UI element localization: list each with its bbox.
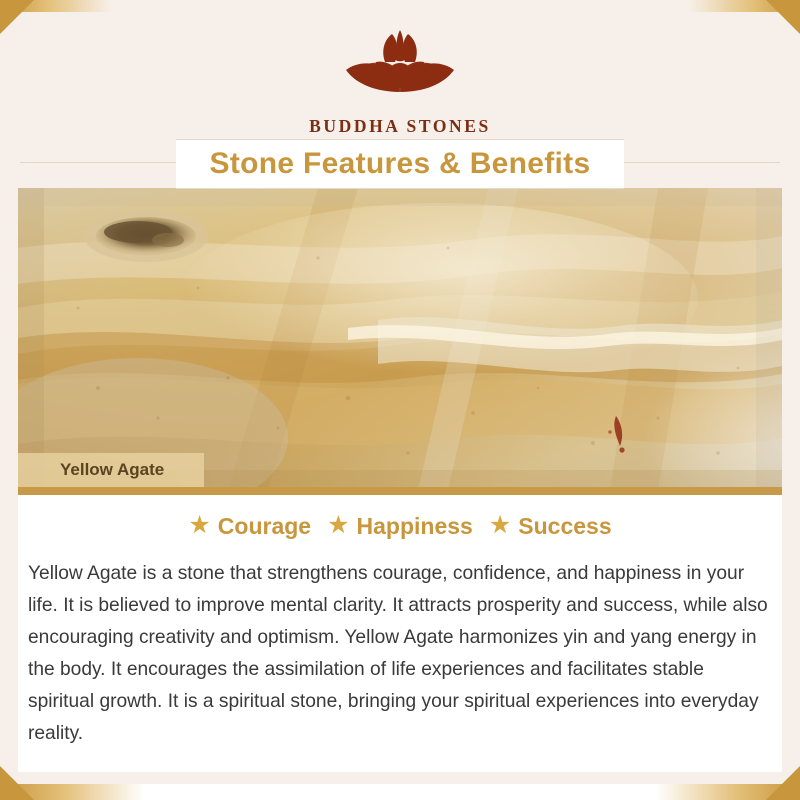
bottom-gold-band [0, 784, 800, 800]
photo-gold-underline [18, 487, 782, 495]
star-icon: ★ [188, 511, 211, 539]
corner-ornament-bottom-left [0, 766, 34, 800]
section-title-bar [176, 139, 624, 189]
star-icon: ★ [488, 511, 512, 539]
yellow-agate-stone-photo [18, 188, 782, 490]
benefit-label: Happiness [356, 513, 473, 539]
benefit-label: Courage [217, 513, 312, 539]
corner-ornament-top-right [766, 0, 800, 34]
corner-ornament-bottom-right [766, 766, 800, 800]
brand-logo-area [0, 18, 800, 148]
benefit-item-happiness [327, 513, 473, 540]
lotus-meditation-icon [310, 18, 490, 114]
stone-description-paragraph: Yellow Agate is a stone that strengthens courage, confidence, and happiness in your life. It is believed to improve mental clarity. It attracts prosperity and success, while also encouraging creativity and optimism. Yellow Agate harmonizes yin and yang energy in the body. It encourages the assimilation of life experiences and facilitates stable spiritual growth. It is a spiritual stone, bringing your spiritual experiences into everyday reality. [28, 563, 768, 744]
top-gold-band [0, 0, 800, 12]
benefits-row [0, 513, 800, 540]
benefit-item-success [489, 513, 612, 540]
benefit-label: Success [518, 513, 612, 539]
star-icon: ★ [327, 511, 350, 539]
corner-ornament-top-left [0, 0, 34, 34]
stone-name-caption [18, 453, 204, 487]
stone-name-text: Yellow Agate [60, 460, 165, 479]
page-title: Stone Features & Benefits [209, 147, 591, 180]
benefit-item-courage [188, 513, 311, 540]
brand-name: BUDDHA STONES [309, 116, 491, 136]
